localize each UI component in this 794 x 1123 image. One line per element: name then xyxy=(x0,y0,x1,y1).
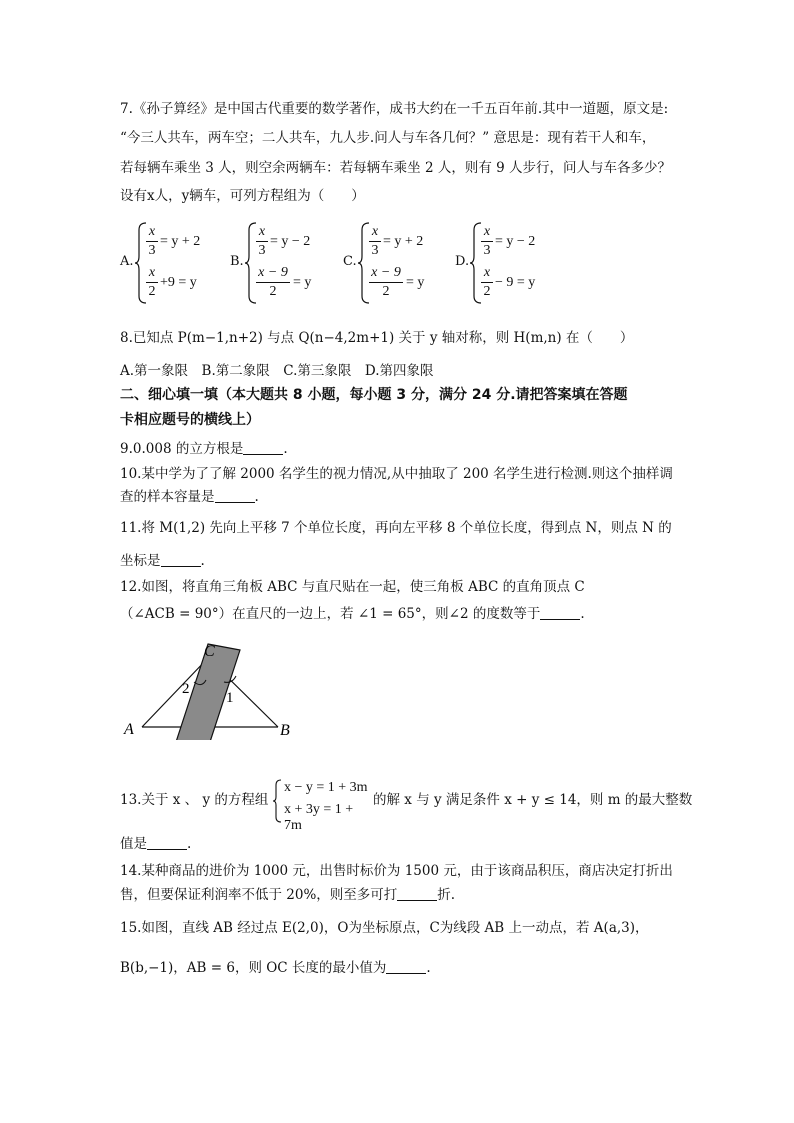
q7-option-b xyxy=(230,222,330,304)
fraction xyxy=(146,265,158,300)
equation-rest: +9 = y xyxy=(160,275,197,290)
q9 xyxy=(120,439,288,459)
q13-system xyxy=(272,779,372,833)
q13-end: . xyxy=(187,836,192,852)
fraction xyxy=(369,265,403,300)
q10-end: . xyxy=(254,489,259,505)
q12-text: （∠ACB = 90°）在直尺的一边上，若 ∠1 = 65°，则∠2 的度数等于 xyxy=(120,606,541,622)
q15-line2 xyxy=(120,958,431,978)
equation-2: x + 3y = 1 + 7m xyxy=(284,802,354,833)
numerator: x xyxy=(483,224,491,239)
equation-rest: = y + 2 xyxy=(160,234,201,249)
section2-heading-line1: 二、细心填一填（本大题共 8 小题，每小题 3 分，满分 24 分.请把答案填在答题 xyxy=(120,387,628,403)
fraction xyxy=(369,224,381,259)
option-letter: A. xyxy=(120,254,134,269)
answer-blank[interactable] xyxy=(147,835,187,850)
q7-line4: 设有x人，y辆车，可列方程组为（ ） xyxy=(120,188,365,204)
q14-line2 xyxy=(120,885,455,905)
numerator: x − 9 xyxy=(258,265,288,280)
denominator: 2 xyxy=(269,284,277,299)
q11-end: . xyxy=(200,553,205,569)
q7-line2: “今三人共车，两车空；二人共车，九人步.问人与车各几何？” 意思是：现有若干人和车， xyxy=(120,130,656,146)
label-a: A xyxy=(124,721,134,738)
equation-rest: = y xyxy=(406,275,425,290)
label-b: B xyxy=(280,722,290,739)
q8-line1: 8.已知点 P(m−1,n+2) 与点 Q(n−4,2m+1) 关于 y 轴对称，则 H(m,n) 在（ ） xyxy=(120,330,634,346)
q10-text: 查的样本容量是 xyxy=(120,489,215,505)
q14-text: 售，但要保证利润率不低于 20%，则至多可打 xyxy=(120,887,398,903)
label-c: C xyxy=(204,643,215,660)
q14-line1: 14.某种商品的进价为 1000 元，出售时标价为 1500 元，由于该商品积压，商店决定打折出 xyxy=(120,863,673,879)
denominator: 3 xyxy=(483,243,491,258)
q12-line1: 12.如图，将直角三角板 ABC 与直尺贴在一起，使三角板 ABC 的直角顶点 C xyxy=(120,579,585,595)
q11-line2 xyxy=(120,551,205,571)
q13-line2 xyxy=(120,834,191,854)
q7-line1: 7.《孙子算经》是中国古代重要的数学著作，成书大约在一千五百年前.其中一道题，原文是: xyxy=(120,101,669,117)
q11-line1: 11.将 M(1,2) 先向上平移 7 个单位长度，再向左平移 8 个单位长度，得到点 N，则点 N 的 xyxy=(120,520,672,536)
answer-blank[interactable] xyxy=(397,886,437,901)
numerator: x xyxy=(148,224,156,239)
numerator: x xyxy=(148,265,156,280)
q15-line1: 15.如图，直线 AB 经过点 E(2,0)，O为坐标原点，C为线段 AB 上一动点，若 A(a,3)， xyxy=(120,920,649,936)
q13-text: 值是 xyxy=(120,836,147,852)
denominator: 3 xyxy=(258,243,266,258)
answer-blank[interactable] xyxy=(243,440,283,455)
q7-line3: 若每辆车乘坐 3 人，则空余两辆车：若每辆车乘坐 2 人，则有 9 人步行，问人与车各多少？ xyxy=(120,160,672,176)
equation-1: x − y = 1 + 3m xyxy=(284,780,368,795)
q10-line2 xyxy=(120,487,259,507)
denominator: 2 xyxy=(483,284,491,299)
fraction xyxy=(146,224,158,259)
option-letter: B. xyxy=(230,254,244,269)
q11-text: 坐标是 xyxy=(120,553,161,569)
q9-end: . xyxy=(283,441,288,457)
q10-line1: 10.某中学为了了解 2000 名学生的视力情况,从中抽取了 200 名学生进行检测.则这个抽样调 xyxy=(120,466,673,482)
equation-rest: = y xyxy=(293,275,312,290)
numerator: x − 9 xyxy=(371,265,401,280)
answer-blank[interactable] xyxy=(386,959,426,974)
q7-option-c xyxy=(343,222,443,304)
triangle-ruler-diagram xyxy=(120,640,300,740)
option-letter: D. xyxy=(455,254,470,269)
q15-end: . xyxy=(426,960,431,976)
denominator: 2 xyxy=(382,284,390,299)
q12-figure xyxy=(120,640,300,740)
fraction xyxy=(481,265,493,300)
q12-line2 xyxy=(120,604,585,624)
brace-icon xyxy=(272,779,282,823)
answer-blank[interactable] xyxy=(540,605,580,620)
answer-blank[interactable] xyxy=(215,488,255,503)
denominator: 3 xyxy=(371,243,379,258)
equation-rest: = y − 2 xyxy=(495,234,536,249)
q13-prefix: 13.关于 x 、 y 的方程组 xyxy=(120,792,269,808)
q12-end: . xyxy=(580,606,585,622)
equation-rest: = y − 2 xyxy=(270,234,311,249)
section2-heading-line2: 卡相应题号的横线上） xyxy=(120,412,260,428)
label-angle2: 2 xyxy=(182,681,190,697)
numerator: x xyxy=(483,265,491,280)
equation-rest: − 9 = y xyxy=(495,275,536,290)
q13-suffix: 的解 x 与 y 满足条件 x + y ≤ 14，则 m 的最大整数 xyxy=(373,792,693,808)
answer-blank[interactable] xyxy=(161,552,201,567)
fraction xyxy=(256,224,268,259)
q7-option-d xyxy=(455,222,555,304)
label-angle1: 1 xyxy=(226,690,234,706)
denominator: 3 xyxy=(148,243,156,258)
numerator: x xyxy=(371,224,379,239)
q14-end: 折. xyxy=(437,887,456,903)
q8-options: A.第一象限 B.第二象限 C.第三象限 D.第四象限 xyxy=(120,363,434,379)
q9-text: 9.0.008 的立方根是 xyxy=(120,441,244,457)
numerator: x xyxy=(258,224,266,239)
fraction xyxy=(256,265,290,300)
denominator: 2 xyxy=(148,284,156,299)
q7-option-a xyxy=(120,222,220,304)
q15-text: B(b,−1)，AB = 6，则 OC 长度的最小值为 xyxy=(120,960,387,976)
fraction xyxy=(481,224,493,259)
equation-rest: = y + 2 xyxy=(383,234,424,249)
option-letter: C. xyxy=(343,254,357,269)
